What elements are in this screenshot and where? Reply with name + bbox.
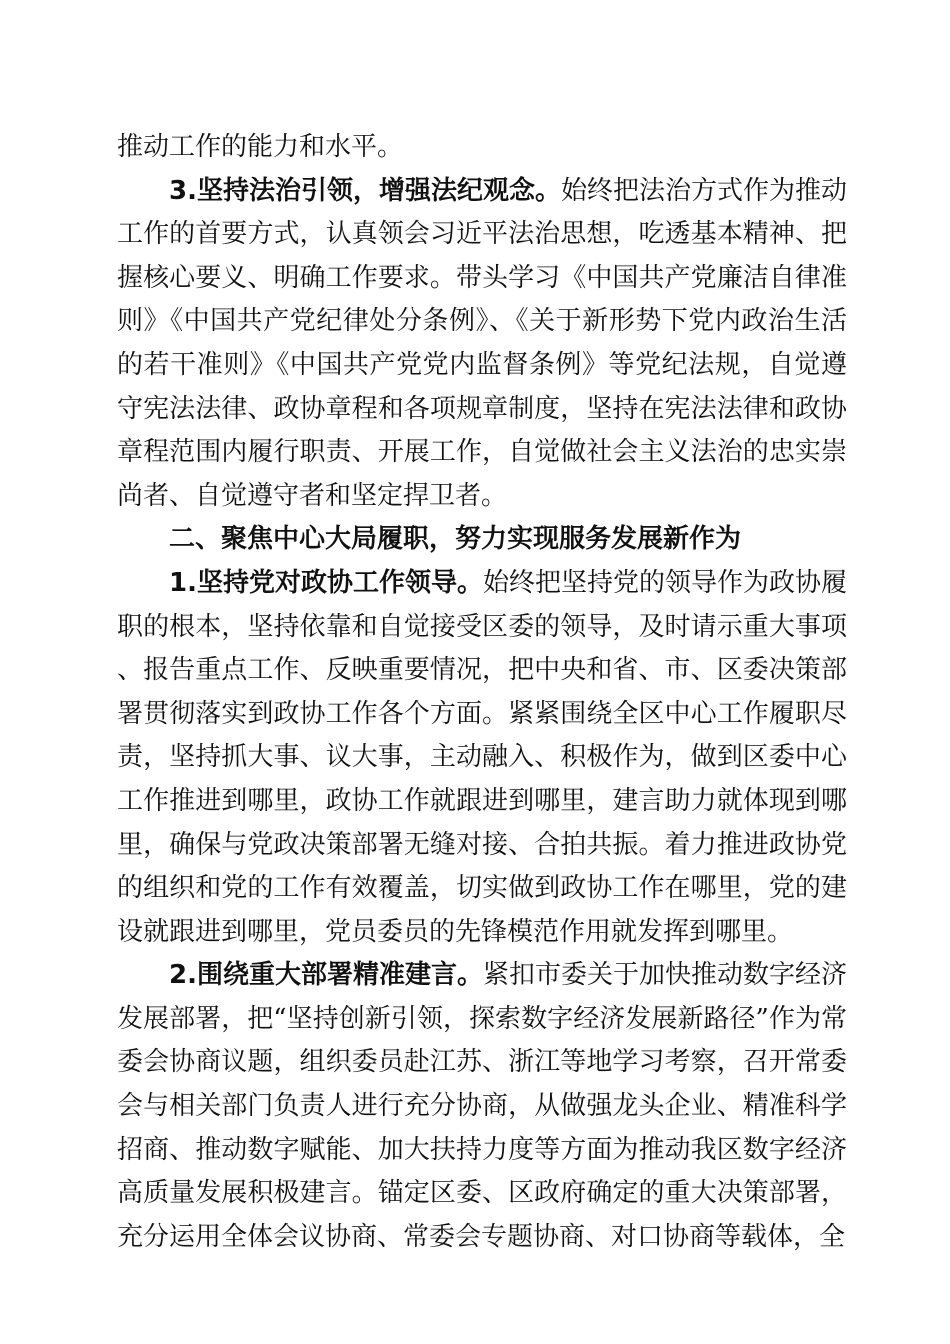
paragraph-body-rule-of-law: 始终把法治方式作为推动工作的首要方式，认真领会习近平法治思想，吃透基本精神、把握核心要义、明确工作要求。带头学习《中国共产党廉洁自律准则》《中国共产党纪律处分条例》、《关于新形势下党内政治生活的若干准则》《中国共产党党内监督条例》等党纪法规，自觉遵守宪法法律、政协章程和各项规章制度，坚持在宪法法律和政协章程范围内履行职责、开展工作，自觉做社会主义法治的忠实崇尚者、自觉遵守者和坚定捍卫者。 — [117, 175, 847, 511]
paragraph-rule-of-law — [117, 170, 847, 519]
paragraph-party-leadership — [117, 562, 847, 954]
paragraph-lead-major-deployment: 2.围绕重大部署精准建言。 — [169, 960, 483, 991]
paragraph-lead-party-leadership: 1.坚持党对政协工作领导。 — [169, 567, 483, 598]
paragraph-major-deployment — [117, 954, 847, 1259]
paragraph-lead-rule-of-law: 3.坚持法治引领，增强法纪观念。 — [169, 175, 561, 206]
paragraph-body-party-leadership: 始终把坚持党的领导作为政协履职的根本，坚持依靠和自觉接受区委的领导，及时请示重大事项、报告重点工作、反映重要情况，把中央和省、市、区委决策部署贯彻落实到政协工作各个方面。紧紧围绕全区中心工作履职尽责，坚持抓大事、议大事，主动融入、积极作为，做到区委中心工作推进到哪里，政协工作就跟进到哪里，建言助力就体现到哪里，确保与党政决策部署无缝对接、合拍共振。着力推进政协党的组织和党的工作有效覆盖，切实做到政协工作在哪里，党的建设就跟进到哪里，党员委员的先锋模范作用就发挥到哪里。 — [117, 567, 847, 947]
paragraph-body-major-deployment: 紧扣市委关于加快推动数字经济发展部署，把“坚持创新引领，探索数字经济发展新路径”作为常委会协商议题，组织委员赴江苏、浙江等地学习考察，召开常委会与相关部门负责人进行充分协商，从做强龙头企业、精准科学招商、推动数字赋能、加大扶持力度等方面为推动我区数字经济高质量发展积极建言。锚定区委、区政府确定的重大决策部署，充分运用全体会议协商、常委会专题协商、对口协商等载体，全 — [117, 960, 847, 1252]
document-body — [117, 126, 847, 1259]
section-heading-two: 二、聚焦中心大局履职，努力实现服务发展新作为 — [169, 524, 742, 555]
paragraph-continuation: 推动工作的能力和水平。 — [117, 132, 404, 162]
